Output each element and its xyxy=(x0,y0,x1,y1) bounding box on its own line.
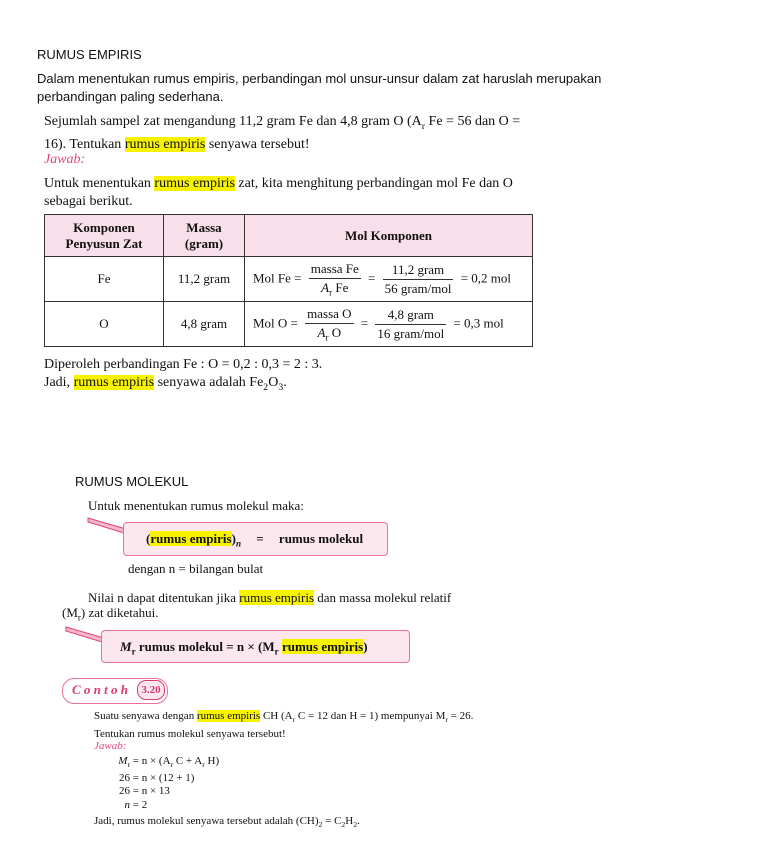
contoh-steps xyxy=(104,755,219,812)
answer-text-2: sebagai berikut. xyxy=(44,194,133,209)
intro-line-2: perbandingan paling sederhana. xyxy=(37,89,224,104)
molekul-line-2: dengan n = bilangan bulat xyxy=(128,561,264,576)
header-komponen: Komponen Penyusun Zat xyxy=(45,215,164,257)
conclusion xyxy=(44,356,322,397)
molekul-line-1: Untuk menentukan rumus molekul maka: xyxy=(88,498,304,513)
formula-1: (rumus $empiris)_n$ = rumus molekul xyxy=(146,531,364,549)
conclusion-line-1: Diperoleh perbandingan Fe : O = 0,2 : 0,3 = 2 : 3. xyxy=(44,357,323,372)
header-massa: Massa (gram) xyxy=(164,215,245,257)
answer-intro xyxy=(44,175,513,211)
cell-mol: Mol Fe = $\frac{\text{massa Fe}}{A_r Fe}$ = $\frac{\text{11,2 gram}}{\text{56 gram/mol}}$ = 0,2 mol xyxy=(245,257,533,302)
conclusion-line-2: Jadi, rumus empiris senyawa adalah $Fe_2O_3$. xyxy=(44,375,287,393)
cell-massa: 4,8 gram xyxy=(164,302,245,347)
step-row: n = 2 xyxy=(124,798,148,811)
highlight-rumus-empiris: rumus empiris xyxy=(124,136,206,152)
contoh-jawab: Jawab: xyxy=(94,740,127,752)
formula-2: $M_r$ rumus molekul = $n \times (M_r$ rumus empiris) xyxy=(120,639,368,657)
heading-rumus-empiris: RUMUS EMPIRIS xyxy=(37,47,142,62)
molekul-line-3: Nilai n dapat ditentukan jika rumus empiris dan massa molekul relatif xyxy=(88,590,452,605)
subscript: r xyxy=(421,120,426,132)
step-row: 26 = n × 13 xyxy=(119,785,170,798)
step-row: 26 = n × (12 + 1) xyxy=(119,771,195,784)
intro-line-1: Dalam menentukan rumus empiris, perbandingan mol unsur-unsur dalam zat haruslah merupakan xyxy=(37,71,602,86)
cell-massa: 11,2 gram xyxy=(164,257,245,302)
molekul-line-4: $(M_r)$ zat diketahui. xyxy=(62,605,159,623)
example-question xyxy=(44,113,520,154)
cell-komponen: Fe xyxy=(45,257,164,302)
contoh-final: Jadi, rumus molekul senyawa tersebut adalah $(CH)_2 = C_2H_2$. xyxy=(94,815,360,830)
table-row xyxy=(45,257,533,302)
contoh-question: Suatu senyawa dengan rumus empiris CH ($A_r$ C = 12 dan H = 1) mempunyai $M_r = 26$. Tentukan rumus molekul senyawa tersebut! xyxy=(94,710,474,741)
highlight-rumus-empiris: rumus empiris xyxy=(154,176,235,191)
heading-rumus-molekul: RUMUS MOLEKUL xyxy=(75,474,189,489)
answer-text-1b: zat, kita menghitung perbandingan mol Fe dan O xyxy=(234,176,513,191)
question-text-1b: Fe = 56 dan O = xyxy=(425,114,521,129)
contoh-label: C o n t o h xyxy=(72,682,128,697)
header-mol-komponen: Mol Komponen xyxy=(245,215,533,257)
step-row: $M_r = n \times (A_r$ $C + A_r$ H) xyxy=(118,755,220,770)
table-row xyxy=(45,302,533,347)
question-text-2b: senyawa tersebut! xyxy=(205,136,310,152)
jawab-label: Jawab: xyxy=(44,152,86,167)
question-text-2: 16). Tentukan xyxy=(44,136,125,152)
table-header-row xyxy=(45,215,533,257)
contoh-number: 3.20 xyxy=(137,680,165,700)
question-text-1: Sejumlah sampel zat mengandung 11,2 gram Fe dan 4,8 gram O (A xyxy=(44,114,422,129)
cell-mol: Mol O = $\frac{\text{massa O}}{A_r O}$ = $\frac{\text{4,8 gram}}{\text{16 gram/mol}}$ = 0,3 mol xyxy=(245,302,533,347)
cell-komponen: O xyxy=(45,302,164,347)
mol-table xyxy=(44,214,533,347)
intro-paragraph xyxy=(37,70,601,106)
answer-text-1: Untuk menentukan xyxy=(44,176,155,191)
